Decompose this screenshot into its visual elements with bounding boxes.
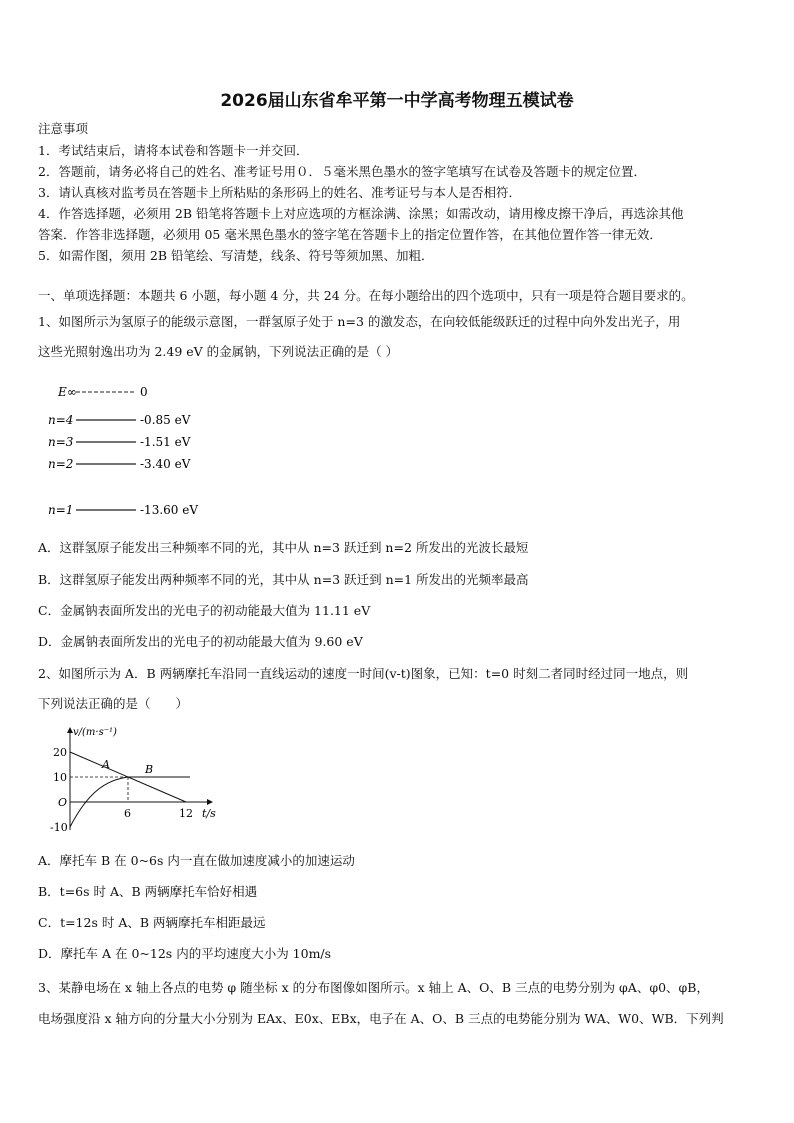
series-b-label: B [145,763,154,776]
level-label: n=1 [48,503,74,517]
level-label: E∞ [58,385,77,399]
velocity-time-graph [40,722,230,837]
notice-item: 3．请认真核对监考员在答题卡上所粘贴的条形码上的姓名、准考证号与本人是否相符． [38,185,521,200]
notice-item: 1．考试结束后，请将本试卷和答题卡一并交回． [38,143,309,158]
level-energy: -1.51 eV [140,435,191,449]
level-energy: -0.85 eV [140,413,191,427]
series-a-label: A [102,758,110,771]
question-2-stem: 2、如图所示为 A．B 两辆摩托车沿同一直线运动的速度一时间(v-t)图象，已知：t=0 时刻二者同时经过同一地点，则 [38,666,689,681]
notice-heading: 注意事项 [38,121,89,136]
page-title: 2026届山东省牟平第一中学高考物理五模试卷 [220,91,574,111]
option-d: D．金属钠表面所发出的光电子的初动能最大值为 9.60 eV [38,634,363,649]
origin-label: O [58,796,68,809]
option-b: B．这群氢原子能发出两种频率不同的光，其中从 n=3 跃迁到 n=1 所发出的光频率最高 [38,572,529,587]
notice-item: 答案．作答非选择题，必须用 05 毫米黑色墨水的签字笔在答题卡上的指定位置作答，在其他位置作答一律无效． [38,227,662,242]
question-1-stem: 这些光照射逸出功为 2.49 eV 的金属钠，下列说法正确的是（ ） [38,344,399,359]
level-label: n=3 [48,435,74,449]
x-tick-label: 6 [124,807,131,820]
question-3-stem: 电场强度沿 x 轴方向的分量大小分别为 EAx、E0x、EBx，电子在 A、O、B 三点的电势能分别为 WA、W0、WB．下列判 [38,1011,724,1026]
option-b: B．t=6s 时 A、B 两辆摩托车恰好相遇 [38,884,258,899]
option-a: A．这群氢原子能发出三种频率不同的光，其中从 n=3 跃迁到 n=2 所发出的光波长最短 [38,540,529,555]
notice-item: 5．如需作图，须用 2B 铅笔绘、写清楚，线条、符号等须加黑、加粗． [38,248,434,263]
x-tick-label: 12 [179,807,193,820]
level-label: n=2 [48,457,74,471]
y-axis-label: v/(m·s⁻¹) [73,727,117,738]
y-tick-label: 20 [53,746,67,759]
y-tick-label: -10 [50,821,68,834]
level-label: n=4 [48,413,74,427]
question-2-stem: 下列说法正确的是（ ） [38,696,189,711]
option-c: C．金属钠表面所发出的光电子的初动能最大值为 11.11 eV [38,603,371,618]
option-d: D．摩托车 A 在 0~12s 内的平均速度大小为 10m/s [38,946,332,961]
level-energy: 0 [140,385,148,399]
y-tick-label: 10 [53,771,67,784]
option-c: C．t=12s 时 A、B 两辆摩托车相距最远 [38,915,266,930]
level-energy: -13.60 eV [140,503,198,517]
notice-item: 4．作答选择题，必须用 2B 铅笔将答题卡上对应选项的方框涂满、涂黑；如需改动，请用橡皮擦干净后，再选涂其他 [38,206,684,221]
question-1-stem: 1、如图所示为氢原子的能级示意图，一群氢原子处于 n=3 的激发态，在向较低能级跃迁的过程中向外发出光子，用 [38,314,681,329]
energy-level-diagram [42,378,212,528]
question-3-stem: 3、某静电场在 x 轴上各点的电势 φ 随坐标 x 的分布图像如图所示。x 轴上 A、O、B 三点的电势分别为 φA、φ0、φB， [38,980,709,995]
x-axis-label: t/s [202,807,216,820]
section-heading: 一、单项选择题：本题共 6 小题，每小题 4 分，共 24 分。在每小题给出的四个选项中，只有一项是符合题目要求的。 [38,288,694,303]
option-a: A．摩托车 B 在 0~6s 内一直在做加速度减小的加速运动 [38,853,355,868]
level-energy: -3.40 eV [140,457,191,471]
notice-item: 2．答题前，请务必将自己的姓名、准考证号用０．５毫米黑色墨水的签字笔填写在试卷及答题卡的规定位置． [38,164,646,179]
